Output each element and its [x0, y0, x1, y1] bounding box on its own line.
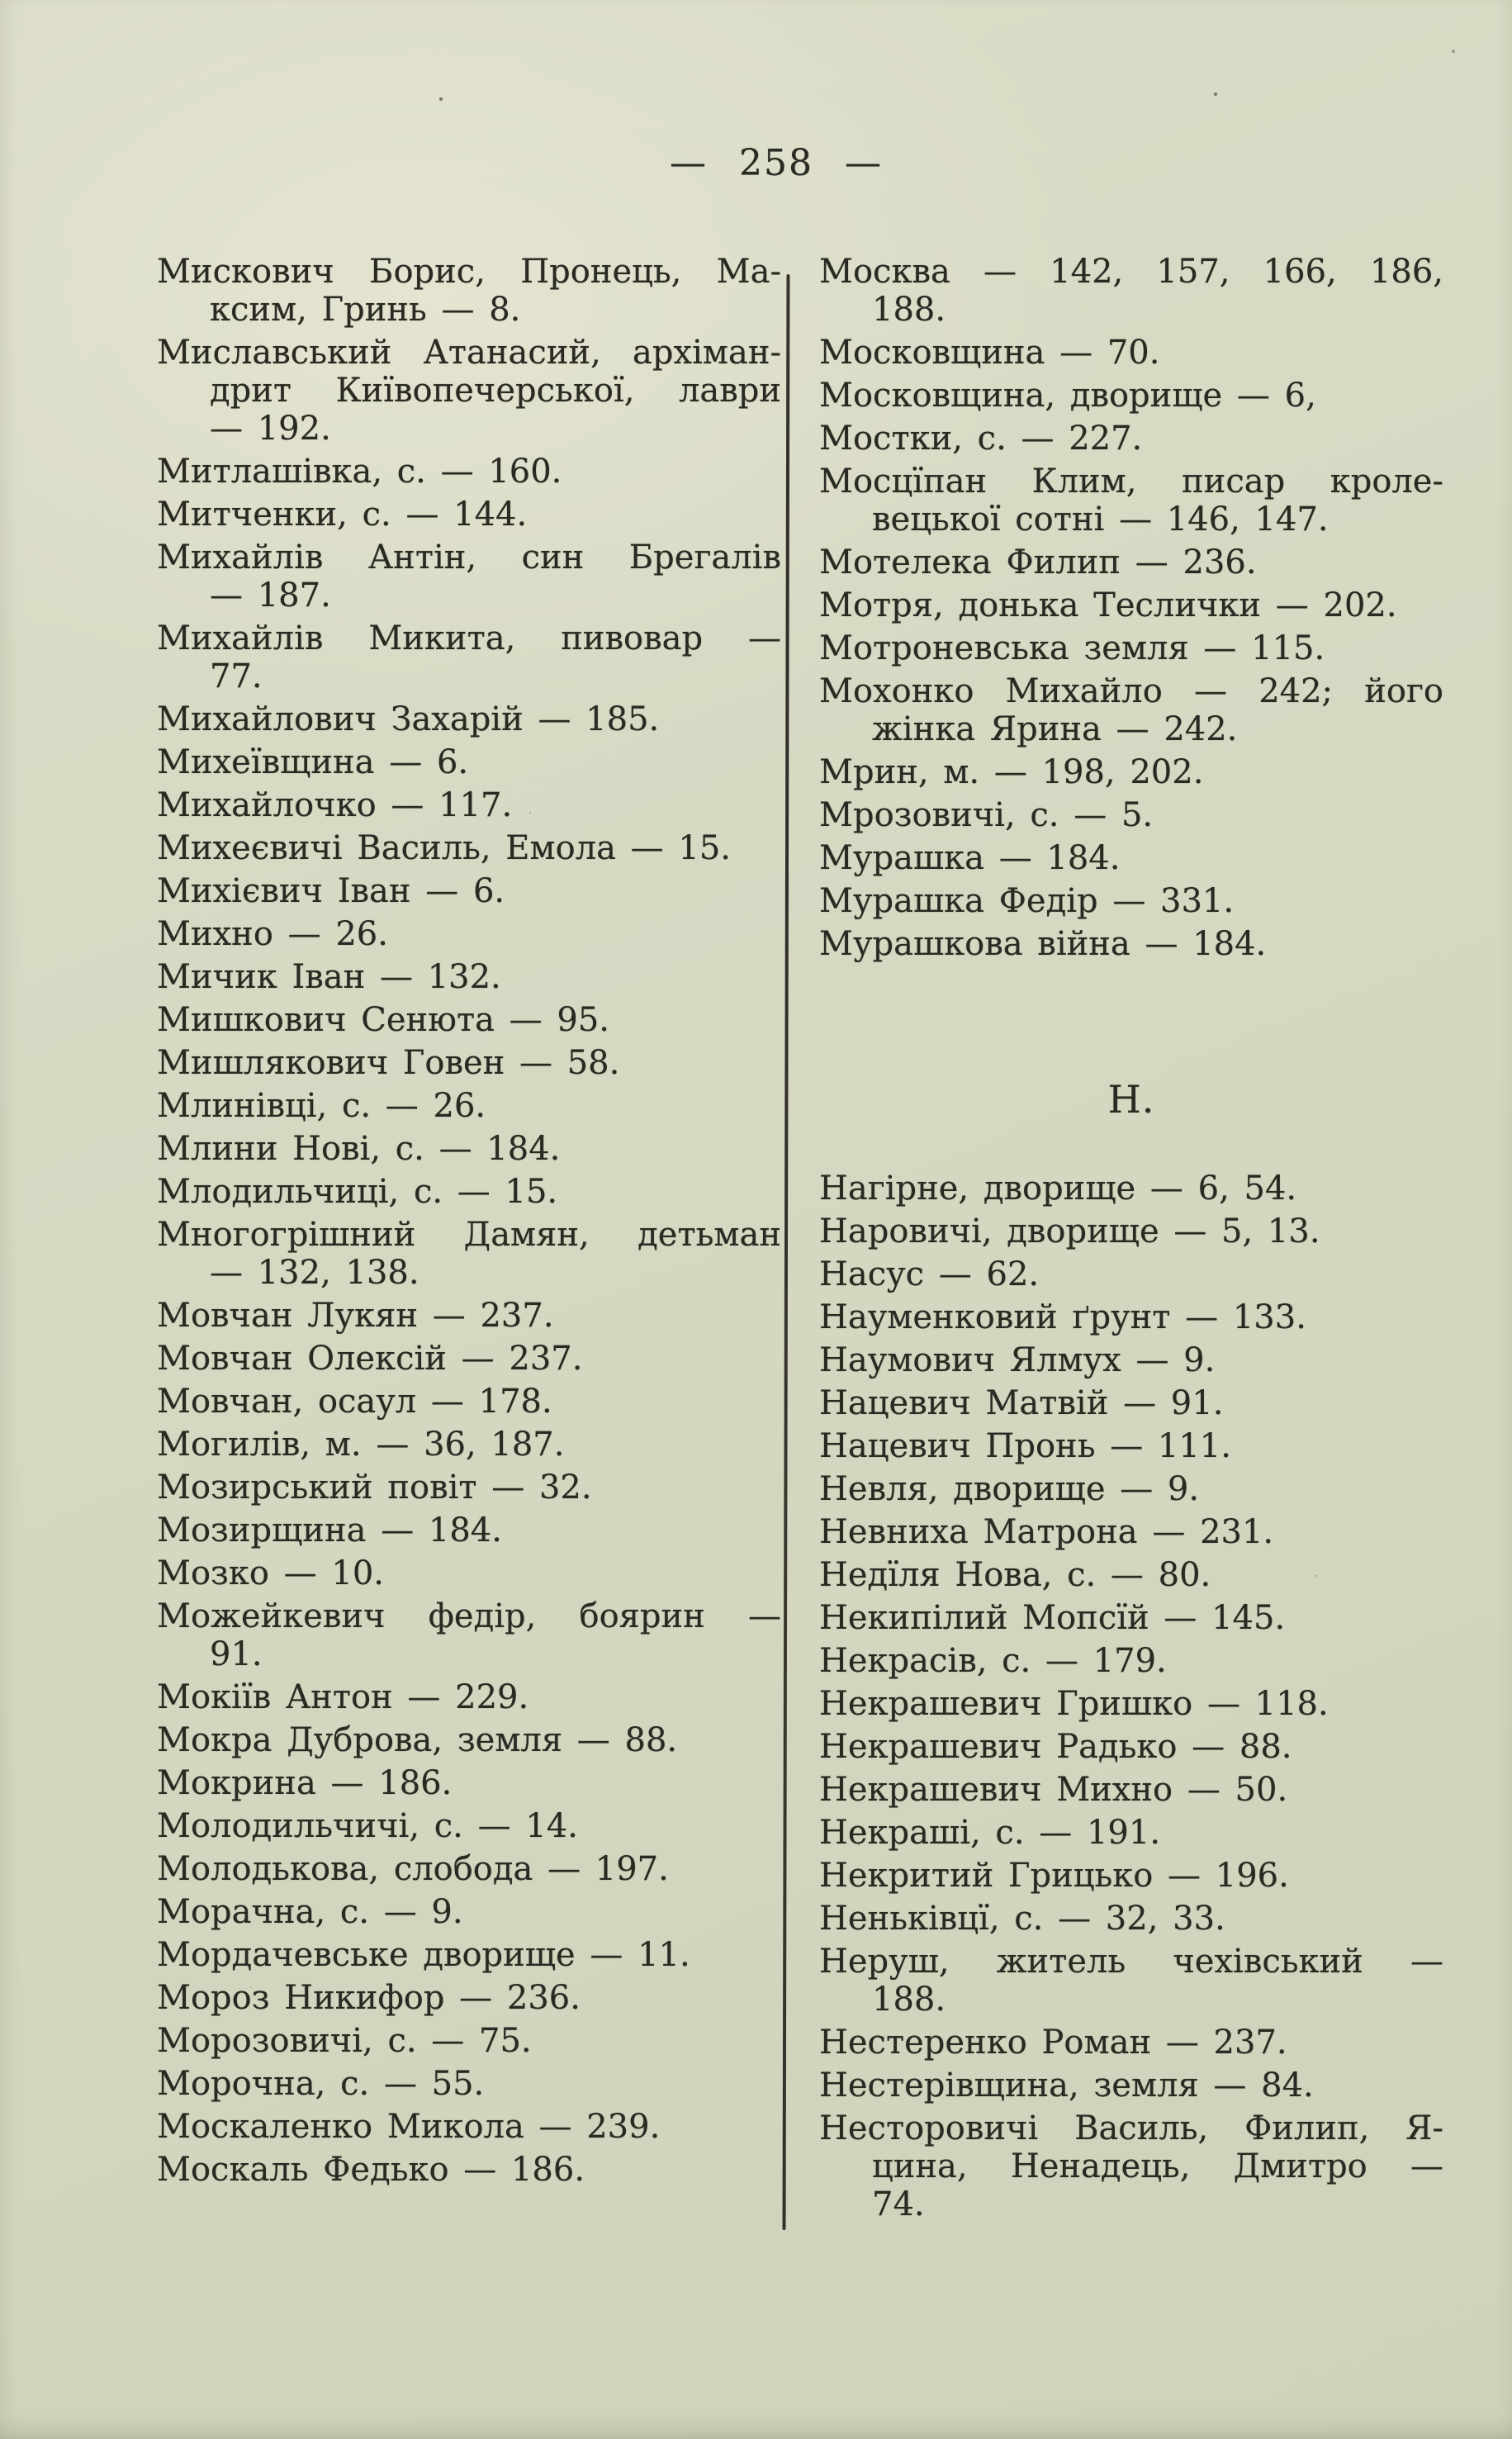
entry-line: Недїля Нова, с. — 80. [819, 1556, 1211, 1594]
index-entry [157, 1764, 781, 1802]
entry-line: Некрашевич Радько — 88. [819, 1728, 1292, 1766]
entry-line: Москаленко Микола — 239. [157, 2108, 661, 2146]
entry-line: Нагірне, дворище — 6, 54. [819, 1170, 1297, 1208]
index-entry [157, 1469, 781, 1507]
entry-line: Мовчан Олексій — 237. [157, 1340, 583, 1378]
index-entry [819, 1298, 1443, 1336]
entry-line: Мискович Борис, Пронець, Ма- [157, 253, 781, 291]
entry-line: Млини Нові, с. — 184. [157, 1130, 561, 1168]
index-entry [819, 753, 1443, 791]
entry-line: Мохонко Михайло — 242; його [819, 672, 1443, 710]
entry-line: Нестерівщина, земля — 84. [819, 2067, 1314, 2104]
index-entry [157, 958, 781, 996]
index-entry [157, 1979, 781, 2017]
index-entry [819, 463, 1443, 539]
entry-line: Неньківцї, с. — 32, 33. [819, 1900, 1225, 1938]
index-entry [819, 2109, 1443, 2223]
entry-line: 188. [872, 1981, 946, 2019]
entry-line: Морачна, с. — 9. [157, 1893, 463, 1931]
index-entry [157, 1340, 781, 1378]
index-entry [157, 915, 781, 953]
entry-line: Мурашка Федір — 331. [819, 882, 1235, 920]
entry-line: 188. [872, 291, 946, 329]
entry-line: Мотроневська земля — 115. [819, 629, 1325, 667]
entry-line: Морозовичі, с. — 75. [157, 2022, 532, 2060]
entry-line: Невля, дворище — 9. [819, 1470, 1200, 1508]
index-entry [157, 253, 781, 329]
entry-line: Млинівці, с. — 26. [157, 1087, 486, 1125]
entry-line: Морочна, с. — 55. [157, 2065, 485, 2103]
entry-line: Молодькова, слобода — 197. [157, 1850, 669, 1888]
index-entry [819, 1341, 1443, 1379]
index-entry [157, 1597, 781, 1673]
index-entry [819, 1943, 1443, 2019]
index-entry [157, 1297, 781, 1335]
entry-line: Мордачевське дворище — 11. [157, 1936, 690, 1974]
entry-line: Мурашкова війна — 184. [819, 925, 1267, 963]
index-column-right [819, 253, 1443, 2228]
index-entry [819, 796, 1443, 834]
entry-line: 74. [872, 2185, 925, 2223]
entry-line: Мороз Никифор — 236. [157, 1979, 581, 2017]
entry-line: Мотелека Филип — 236. [819, 543, 1257, 581]
entry-line: Насус — 62. [819, 1255, 1040, 1293]
entry-line: Науменковий ґрунт — 133. [819, 1298, 1306, 1336]
entry-line: Мотря, донька Теслички — 202. [819, 586, 1397, 624]
index-entry [157, 1001, 781, 1039]
entry-line: Могилів, м. — 36, 187. [157, 1426, 565, 1464]
entry-line: Мовчан Лукян — 237. [157, 1297, 554, 1335]
index-entry [819, 1384, 1443, 1422]
entry-line: вецької сотні — 146, 147. [872, 501, 1329, 539]
entry-line: Мичик Іван — 132. [157, 958, 501, 996]
index-entry [819, 543, 1443, 581]
paper-specks [0, 0, 3, 3]
index-entry [157, 2151, 781, 2189]
entry-line: Михієвич Іван — 6. [157, 872, 505, 910]
index-entry [819, 1513, 1443, 1551]
entry-line: Мрозовичі, с. — 5. [819, 796, 1154, 834]
column-divider-rule [783, 274, 790, 2230]
entry-line: Миславський Атанасий, архіман- [157, 334, 781, 372]
index-entry [819, 1255, 1443, 1293]
index-entry [157, 1936, 781, 1974]
index-entry [819, 672, 1443, 748]
entry-line: Некрасів, с. — 179. [819, 1642, 1167, 1680]
entry-line: Наровичі, дворище — 5, 13. [819, 1212, 1320, 1250]
entry-line: Мозирщина — 184. [157, 1511, 502, 1549]
entry-line: Мрин, м. — 198, 202. [819, 753, 1204, 791]
index-entry [157, 1554, 781, 1592]
entry-line: ксим, Гринь — 8. [210, 291, 521, 329]
index-entry [157, 1383, 781, 1421]
index-entry [157, 1721, 781, 1759]
page-number: — 258 — [670, 142, 883, 184]
entry-line: Мокіїв Антон — 229. [157, 1678, 529, 1716]
index-entry [157, 1893, 781, 1931]
entry-line: Михайлочко — 117. [157, 786, 513, 824]
index-entry [819, 1685, 1443, 1723]
entry-line: Москаль Федько — 186. [157, 2151, 585, 2189]
index-entry [157, 1807, 781, 1845]
entry-line: Неруш, житель чехівський — [819, 1943, 1443, 1981]
entry-line: Несторовичі Василь, Филип, Я- [819, 2109, 1443, 2147]
index-entry [157, 1130, 781, 1168]
entry-line: Нацевич Пронь — 111. [819, 1427, 1231, 1465]
entry-line: Некипілий Мопсїй — 145. [819, 1599, 1286, 1637]
entry-line: Молодильчичі, с. — 14. [157, 1807, 578, 1845]
entry-line: Млодильчиці, с. — 15. [157, 1173, 558, 1211]
index-entry [157, 334, 781, 448]
entry-line: Мишлякович Говен — 58. [157, 1044, 620, 1082]
index-entry [819, 2024, 1443, 2062]
entry-line: — 187. [210, 577, 331, 614]
entry-line: — 192. [210, 410, 331, 448]
index-entry [157, 1678, 781, 1716]
entry-line: Михно — 26. [157, 915, 388, 953]
index-entry [157, 496, 781, 534]
index-entry [157, 619, 781, 695]
index-entry [819, 629, 1443, 667]
index-entry [157, 786, 781, 824]
index-entry [157, 700, 781, 738]
index-entry [819, 1771, 1443, 1809]
index-entry [819, 334, 1443, 372]
entry-line: Можейкевич федір, боярин — [157, 1597, 781, 1635]
entry-line: Мокра Дуброва, земля — 88. [157, 1721, 678, 1759]
index-entry [157, 453, 781, 491]
index-entry [157, 2022, 781, 2060]
index-entry [157, 539, 781, 614]
index-entry [819, 586, 1443, 624]
index-entry [157, 1850, 781, 1888]
index-entry [157, 2108, 781, 2146]
entry-line: 91. [210, 1635, 263, 1673]
index-entry [819, 1170, 1443, 1208]
index-entry [819, 839, 1443, 877]
entry-line: Нацевич Матвій — 91. [819, 1384, 1224, 1422]
entry-line: цина, Ненадець, Дмитро — [872, 2147, 1443, 2185]
index-entry [157, 2065, 781, 2103]
entry-line: дрит Київопечерської, лаври [210, 372, 781, 410]
index-entry [157, 1511, 781, 1549]
entry-line: Мовчан, осаул — 178. [157, 1383, 552, 1421]
index-entry [819, 1642, 1443, 1680]
entry-line: Некраші, с. — 191. [819, 1814, 1161, 1852]
index-entry [819, 1599, 1443, 1637]
entry-line: Михеєвичі Василь, Емола — 15. [157, 829, 731, 867]
entry-line: Мурашка — 184. [819, 839, 1121, 877]
entry-line: Некрашевич Гришко — 118. [819, 1685, 1329, 1723]
entry-line: Московщина — 70. [819, 334, 1160, 372]
entry-line: Мокрина — 186. [157, 1764, 453, 1802]
index-entry [819, 1427, 1443, 1465]
index-entry [819, 1857, 1443, 1895]
entry-line: Мишкович Сенюта — 95. [157, 1001, 610, 1039]
entry-line: Михайлович Захарій — 185. [157, 700, 660, 738]
index-entry [819, 882, 1443, 920]
index-entry [157, 829, 781, 867]
entry-line: Мостки, с. — 227. [819, 420, 1143, 458]
index-entry [819, 1556, 1443, 1594]
index-entry [157, 1173, 781, 1211]
section-header: Н. [1107, 1077, 1155, 1122]
index-entry [819, 1900, 1443, 1938]
index-entry [157, 1426, 781, 1464]
index-entry [819, 2067, 1443, 2104]
entry-line: Мосцїпан Клим, писар кроле- [819, 463, 1443, 501]
index-entry [819, 925, 1443, 963]
entry-line: Мозирський повіт — 32. [157, 1469, 592, 1507]
index-entry [819, 420, 1443, 458]
entry-line: жінка Ярина — 242. [872, 710, 1238, 748]
index-entry [157, 1087, 781, 1125]
index-entry [819, 377, 1443, 415]
entry-line: Михеївщина — 6. [157, 743, 469, 781]
entry-line: Нестеренко Роман — 237. [819, 2024, 1287, 2062]
index-entry [819, 253, 1443, 329]
entry-line: Невниха Матрона — 231. [819, 1513, 1274, 1551]
entry-line: Московщина, дворище — 6, [819, 377, 1316, 415]
entry-line: 77. [210, 657, 263, 695]
index-entry [157, 872, 781, 910]
entry-line: Михайлів Антін, син Брегалів [157, 539, 781, 577]
index-entry [819, 1814, 1443, 1852]
entry-line: Мозко — 10. [157, 1554, 384, 1592]
index-column-left [157, 253, 781, 2194]
index-entry [819, 1212, 1443, 1250]
index-entry [157, 1044, 781, 1082]
entry-line: Михайлів Микита, пивовар — [157, 619, 781, 657]
entry-line: — 132, 138. [210, 1254, 419, 1292]
entry-line: Москва — 142, 157, 166, 186, [819, 253, 1443, 291]
entry-line: Наумович Ялмух — 9. [819, 1341, 1216, 1379]
entry-line: Некрашевич Михно — 50. [819, 1771, 1288, 1809]
index-entry [157, 1216, 781, 1292]
index-entry [819, 1470, 1443, 1508]
entry-line: Многогрішний Дамян, детьман [157, 1216, 781, 1254]
entry-line: Некритий Грицько — 196. [819, 1857, 1289, 1895]
entry-line: Митченки, с. — 144. [157, 496, 528, 534]
index-entry [157, 743, 781, 781]
entry-line: Митлашівка, с. — 160. [157, 453, 562, 491]
index-entry [819, 1728, 1443, 1766]
